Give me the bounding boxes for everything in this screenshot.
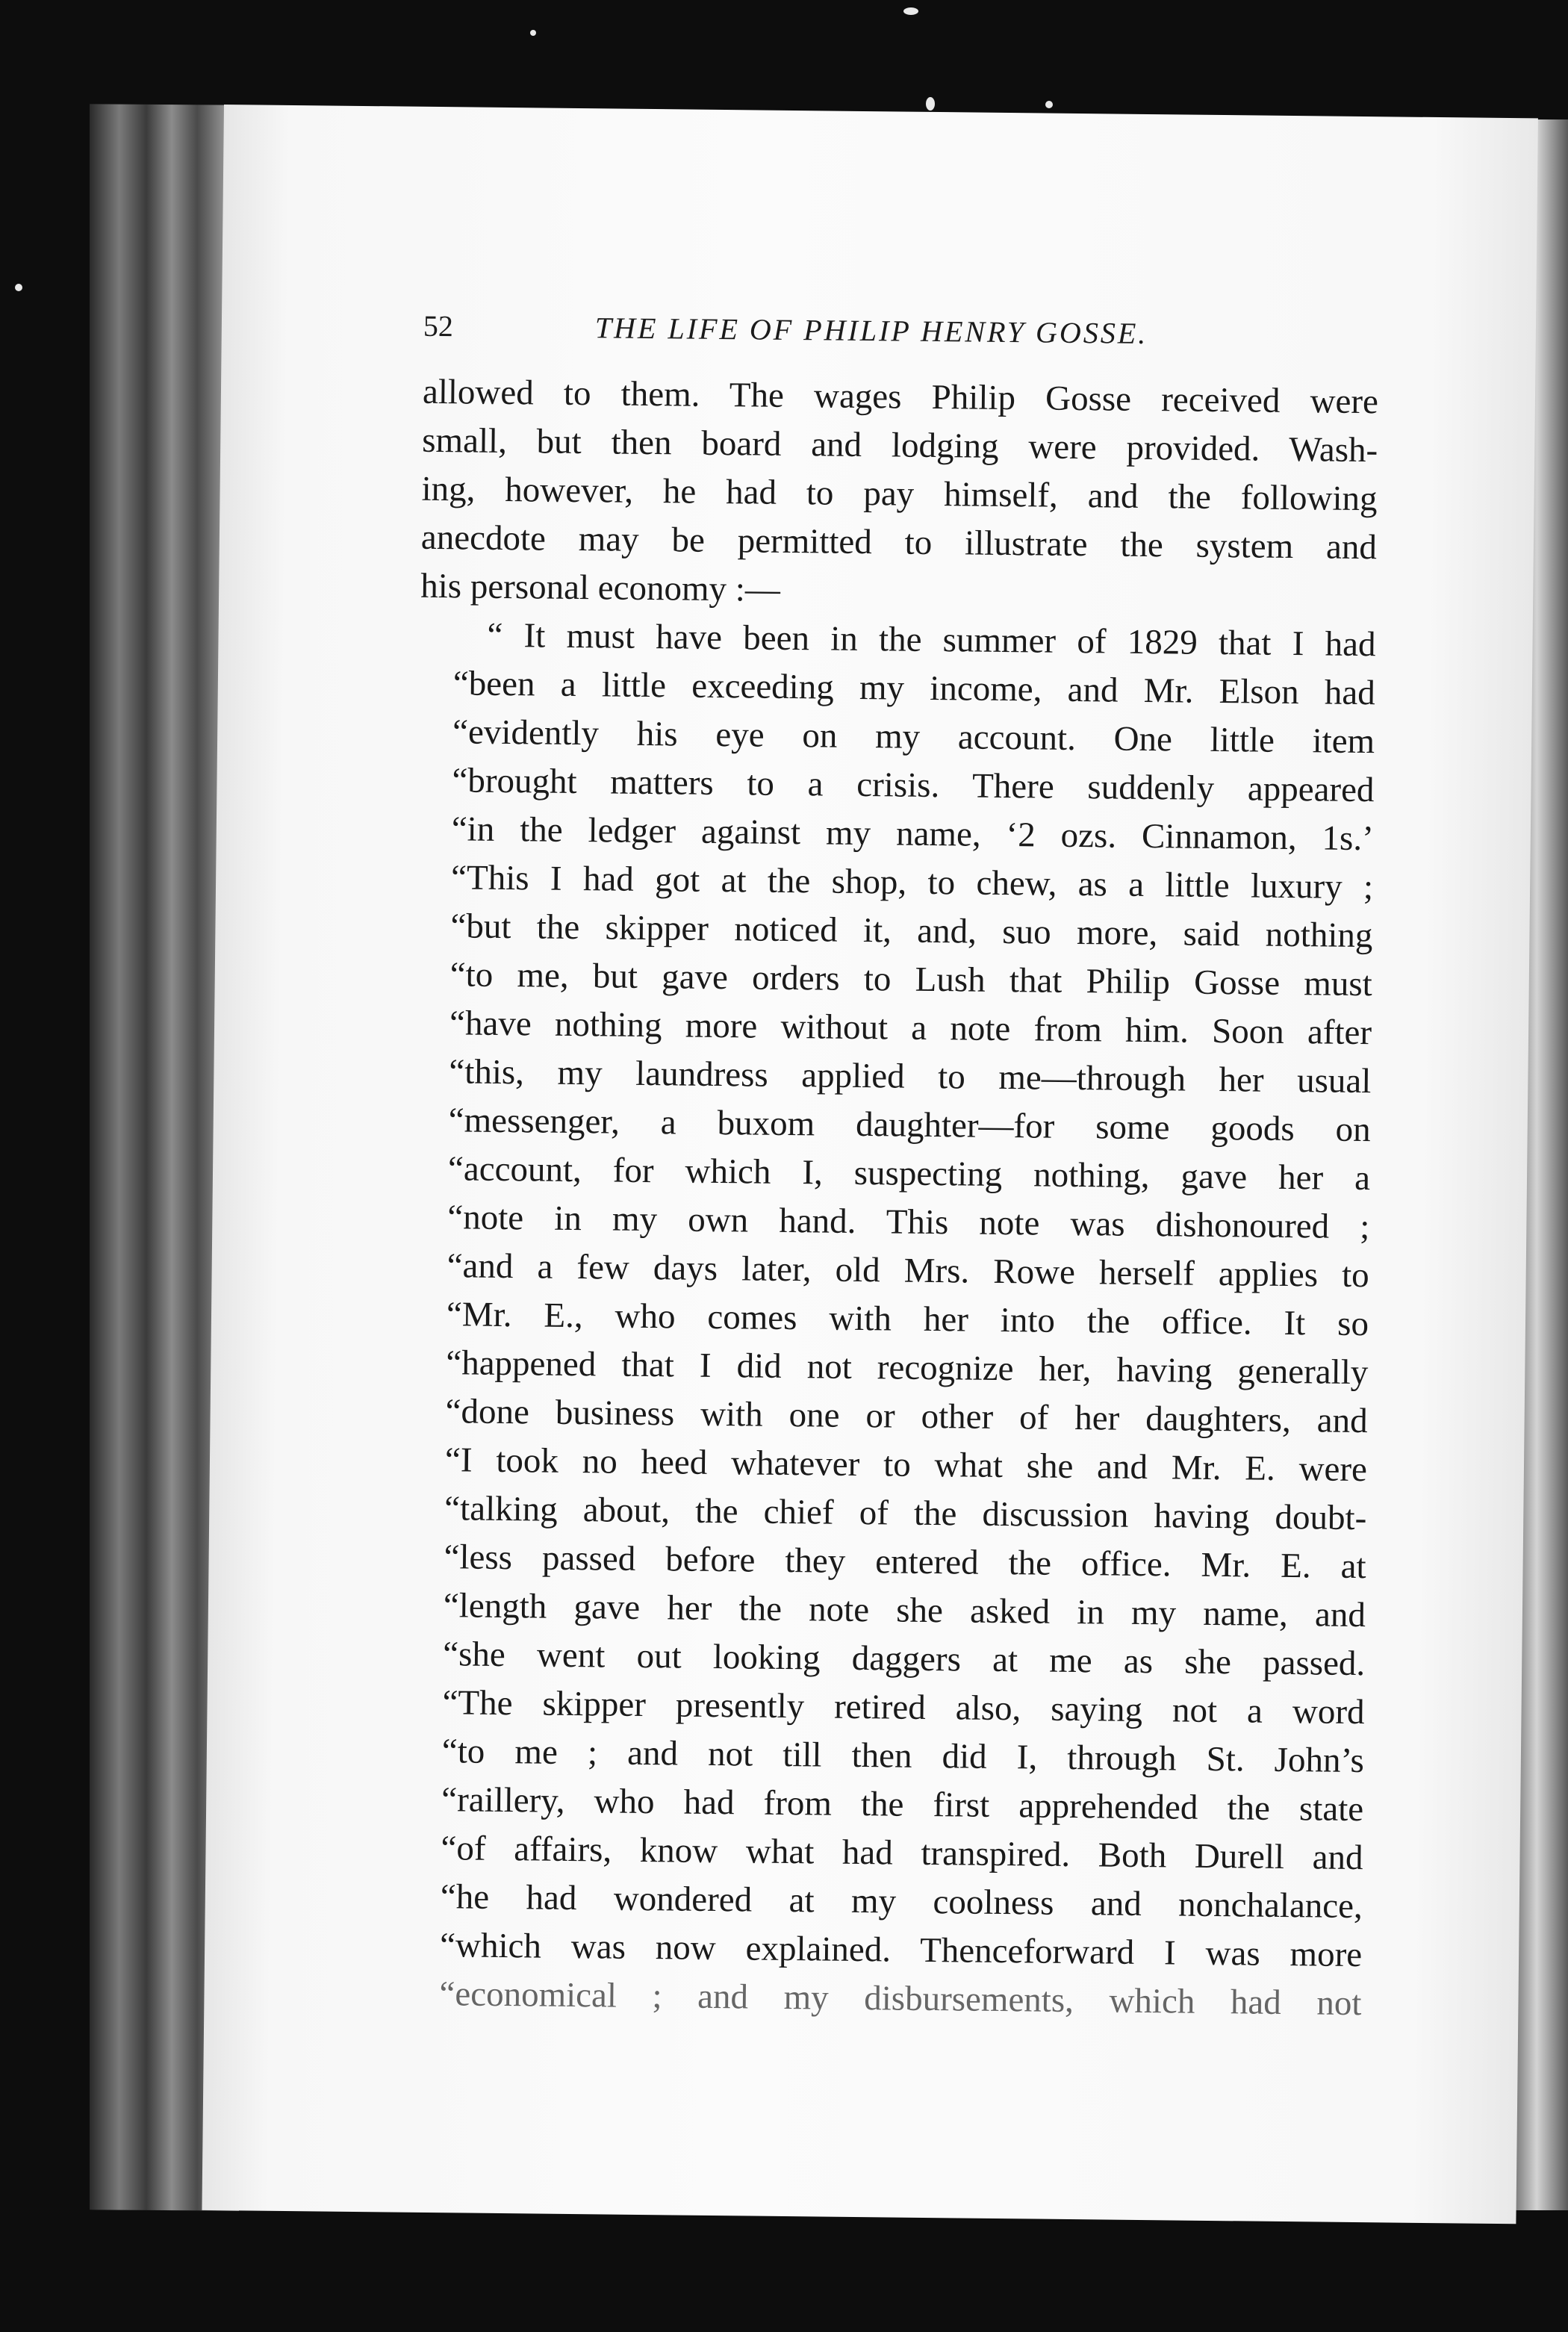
page-number: 52 xyxy=(423,308,454,343)
quote-line: “ It must have been in the summer of 1829 that I had xyxy=(487,615,1376,665)
text-line: anecdote may be permitted to illustrate the system and xyxy=(420,517,1378,568)
quote-line: “in the ledger against my name, ‘2 ozs. Cinnamon, 1s.’ xyxy=(451,809,1375,859)
dust-speck xyxy=(15,284,22,291)
quote-line: “have nothing more without a note from him. Soon after xyxy=(449,1004,1372,1053)
quote-line: “but the skipper noticed it, and, suo more, said nothing xyxy=(450,907,1373,956)
quote-line: “I took no heed whatever to what she and Mr. E. were xyxy=(444,1440,1368,1490)
quote-line: “she went out looking daggers at me as she passed. xyxy=(443,1635,1366,1684)
running-head xyxy=(423,308,1469,355)
quote-line: “been a little exceeding my income, and Mr. Elson had xyxy=(452,664,1376,713)
quote-line: “economical ; and my disbursements, which had not xyxy=(439,1974,1362,2024)
quote-line: “to me ; and not till then did I, through St. John’s xyxy=(441,1732,1365,1781)
quote-line: “he had wondered at my coolness and nonchalance, xyxy=(440,1877,1363,1927)
quote-line: “Mr. E., who comes with her into the office. It so xyxy=(446,1295,1369,1344)
quote-line: “talking about, the chief of the discussion having doubt- xyxy=(444,1489,1367,1538)
quote-line: “brought matters to a crisis. There suddenly appeared xyxy=(452,761,1375,810)
quote-line: “raillery, who had from the first apprehended the state xyxy=(441,1780,1364,1829)
quote-line: “account, for which I, suspecting nothing, gave her a xyxy=(447,1149,1371,1198)
quote-line: “happened that I did not recognize her, having generally xyxy=(446,1343,1369,1393)
dust-speck xyxy=(530,30,536,36)
body-text xyxy=(405,368,1378,2028)
dust-speck xyxy=(1045,101,1053,108)
quote-line: “length gave her the note she asked in my name, and xyxy=(443,1586,1366,1635)
quote-line: “this, my laundress applied to me—through her usual xyxy=(449,1052,1372,1101)
book-page xyxy=(202,105,1537,2224)
text-line: his personal economy :— xyxy=(420,566,781,609)
quote-line: “and a few days later, old Mrs. Rowe herself applies to xyxy=(447,1246,1369,1296)
text-line: ing, however, he had to pay himself, and the following xyxy=(421,469,1378,519)
quote-line: “to me, but gave orders to Lush that Philip Gosse must xyxy=(449,955,1373,1004)
dust-speck xyxy=(903,7,918,15)
quote-line: “of affairs, know what had transpired. Both Durell and xyxy=(441,1829,1363,1878)
running-title: THE LIFE OF PHILIP HENRY GOSSE. xyxy=(594,311,1148,350)
quote-line: “The skipper presently retired also, saying not a word xyxy=(442,1683,1365,1732)
text-line: small, but then board and lodging were provided. Wash- xyxy=(422,420,1378,470)
quote-line: “done business with one or other of her daughters, and xyxy=(445,1392,1368,1441)
quote-line: “less passed before they entered the office. Mr. E. at xyxy=(444,1537,1366,1587)
text-line: allowed to them. The wages Philip Gosse received were xyxy=(422,372,1379,422)
quote-line: “note in my own hand. This note was dishonoured ; xyxy=(447,1198,1370,1247)
quote-line: “messenger, a buxom daughter—for some goods on xyxy=(448,1101,1371,1150)
quote-line: “This I had got at the shop, to chew, as a little luxury ; xyxy=(450,858,1374,907)
dust-speck xyxy=(926,97,935,111)
quote-line: “evidently his eye on my account. One little item xyxy=(452,712,1375,762)
quote-line: “which was now explained. Thenceforward I was more xyxy=(439,1926,1363,1975)
